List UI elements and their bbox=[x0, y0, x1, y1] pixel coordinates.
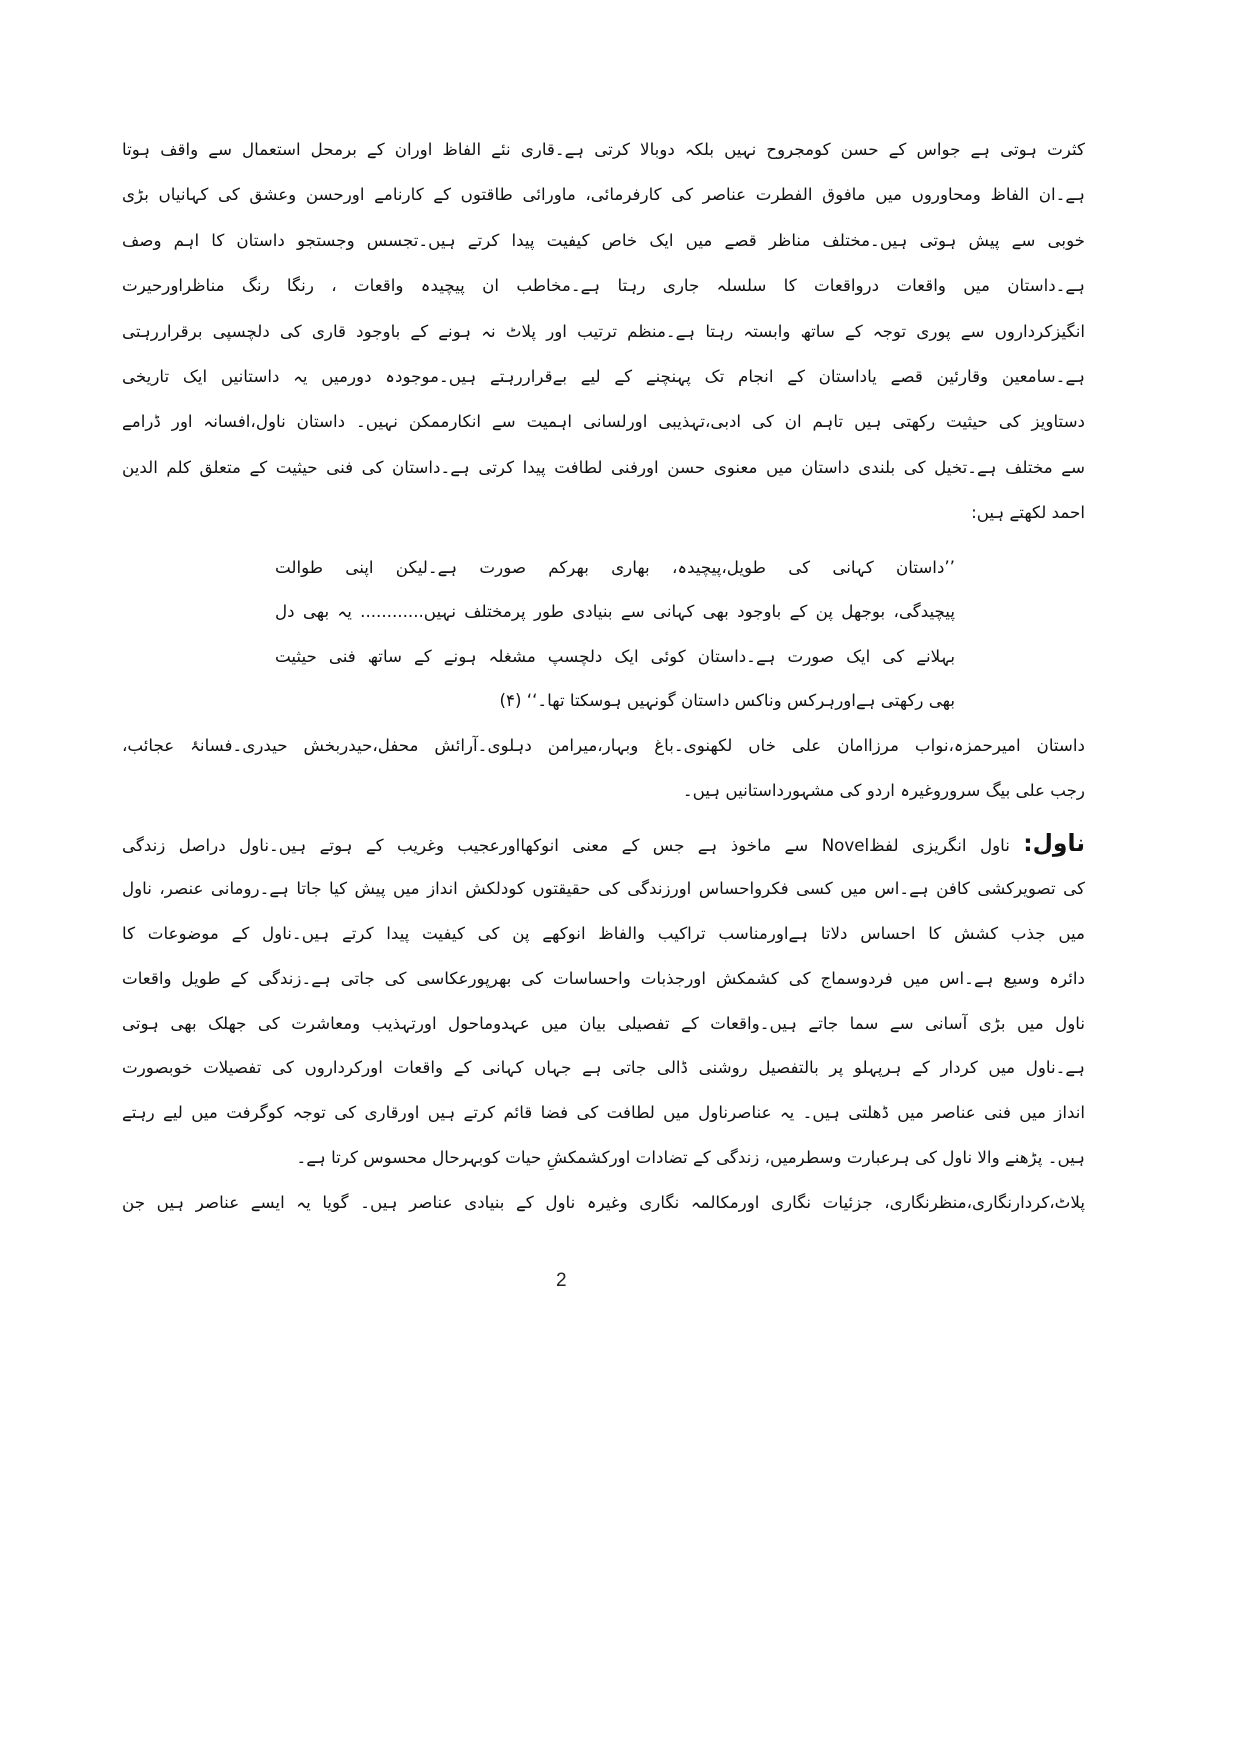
text-line: میں جذب کشش کا احساس دلاتا ہےاورمناسب تراکیب والفاظ انوکھے پن کی کیفیت پیدا کرتے ہیں۔ناول کے موضوعات کا bbox=[122, 922, 1085, 943]
section-heading-novel: ناول: bbox=[1023, 829, 1085, 857]
paragraph-dastan bbox=[122, 127, 1085, 536]
text-line: ہے۔داستان میں واقعات درواقعات کا سلسلہ جاری رہتا ہے۔مخاطب ان پیچیدہ واقعات ، رنگا رنگ مناظراورحیرت bbox=[122, 275, 1085, 296]
text-line: داستان امیرحمزہ،نواب مرزاامان علی خاں لکھنوی۔باغ وبہار،میرامن دہلوی۔آرائش محفل،حیدربخش حیدری۔فسانۂ عجائب، bbox=[122, 735, 1085, 755]
text-line: سے مختلف ہے۔تخیل کی بلندی داستان میں معنوی حسن اورفنی لطافت پیدا کرتی ہے۔داستان کی فنی حیثیت کے متعلق کلم الدین bbox=[122, 456, 1085, 477]
quote-block bbox=[275, 545, 955, 723]
text-run: ناول انگریزی لفظNovel سے ماخوذ ہے جس کے معنی انوکھااورعجیب وغریب کے ہوتے ہیں۔ناول دراصل زندگی bbox=[122, 835, 1010, 855]
text-line: رجب علی بیگ سروروغیرہ اردو کی مشہورداستانیں ہیں۔ bbox=[682, 780, 1085, 800]
paragraph-novel bbox=[122, 821, 1085, 1225]
text-line: ہے۔ناول میں کردار کے ہرپہلو پر بالتفصیل روشنی ڈالی جاتی ہے جہاں کہانی کے واقعات اورکرداروں کی تفصیلات خوبصورت bbox=[122, 1057, 1085, 1078]
text-line: ناول میں بڑی آسانی سے سما جاتے ہیں۔واقعات کے تفصیلی بیان میں عہدوماحول اورتہذیب ومعاشرت کی جھلک بھی ہوتی bbox=[122, 1012, 1085, 1033]
text-line: احمد لکھتے ہیں: bbox=[971, 502, 1085, 523]
quote-line: ’’داستان کہانی کی طویل،پیچیدہ، بھاری بھرکم صورت ہے۔لیکن اپنی طوالت bbox=[275, 557, 955, 577]
paragraph-dastan-list bbox=[122, 723, 1085, 813]
page-number: 2 bbox=[556, 1270, 567, 1291]
quote-line: بھی رکھتی ہےاورہرکس وناکس داستان گونہیں ہوسکتا تھا۔‘‘ (۴) bbox=[499, 690, 955, 711]
quote-line: بہلانے کی ایک صورت ہے۔داستان کوئی ایک دلچسپ مشغلہ ہونے کے ساتھ فنی حیثیت bbox=[275, 645, 955, 666]
text-line: خوبی سے پیش ہوتی ہیں۔مختلف مناظر قصے میں ایک خاص کیفیت پیدا کرتے ہیں۔تجسس وجستجو داستان کا اہم وصف bbox=[122, 229, 1085, 250]
text-line: پلاٹ،کردارنگاری،منظرنگاری، جزئیات نگاری اورمکالمہ نگاری وغیرہ ناول کے بنیادی عناصر ہیں۔ گویا یہ ایسے عناصر ہیں جن bbox=[122, 1192, 1085, 1213]
text-line: دائرہ وسیع ہے۔اس میں فردوسماج کی کشمکش اورجذبات واحساسات کی بھرپورعکاسی کی جاتی ہے۔زندگی کے طویل واقعات bbox=[122, 967, 1085, 988]
quote-line: پیچیدگی، بوجھل پن کے باوجود بھی کہانی سے بنیادی طور پرمختلف نہیں............ یہ بھی دل bbox=[275, 601, 955, 622]
text-line: دستاویز کی حیثیت رکھتی ہیں تاہم ان کی ادبی،تہذیبی اورلسانی اہمیت سے انکارممکن نہیں۔ داستان ناول،افسانہ اور ڈرامے bbox=[122, 411, 1085, 432]
text-line: ہے۔سامعین وقارئین قصے یاداستان کے انجام تک پہنچنے کے لیے بےقراررہتے ہیں۔موجودہ دورمیں یہ داستانیں ایک تاریخی bbox=[122, 365, 1085, 386]
text-line bbox=[122, 821, 1085, 866]
text-line: کثرت ہوتی ہے جواس کے حسن کومجروح نہیں بلکہ دوبالا کرتی ہے۔قاری نئے الفاظ اوران کے برمحل استعمال سے واقف ہوتا bbox=[122, 139, 1085, 159]
text-line: ہے۔ان الفاظ ومحاوروں میں مافوق الفطرت عناصر کی کارفرمائی، ماورائی طاقتوں کے کارنامے اورحسن وعشق کی کہانیاں بڑی bbox=[122, 184, 1085, 205]
text-line: ہیں۔ پڑھنے والا ناول کی ہرعبارت وسطرمیں، زندگی کے تضادات اورکشمکشِ حیات کوبہرحال محسوس کرتا ہے۔ bbox=[296, 1147, 1085, 1168]
text-line: انگیزکرداروں سے پوری توجہ کے ساتھ وابستہ رہتا ہے۔منظم ترتیب اور پلاٹ نہ ہونے کے باوجود قاری کی دلچسپی برقراررہتی bbox=[122, 320, 1085, 341]
text-line: کی تصویرکشی کافن ہے۔اس میں کسی فکرواحساس اورزندگی کی حقیقتوں کودلکش انداز میں پیش کیا جاتا ہے۔رومانی عنصر، ناول bbox=[122, 877, 1085, 898]
text-line: انداز میں فنی عناصر میں ڈھلتی ہیں۔ یہ عناصرناول میں لطافت کی فضا قائم کرتے ہیں اورقاری کی توجہ کوگرفت میں لیے رہتے bbox=[122, 1102, 1085, 1123]
